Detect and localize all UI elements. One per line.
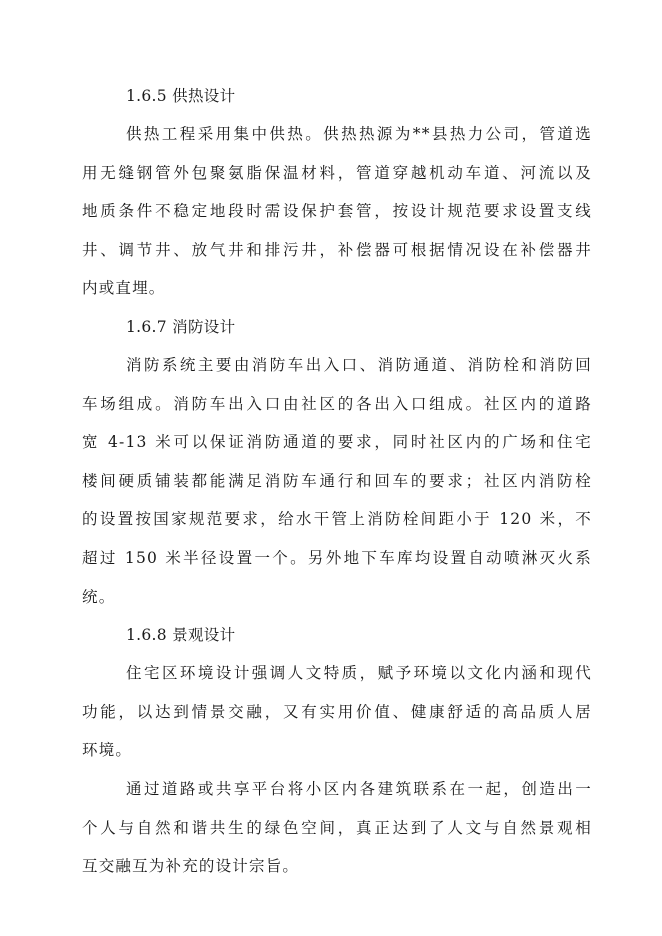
section-heading-fire-protection: 1.6.7 消防设计 xyxy=(126,317,236,336)
text-line: 内或直埋。 xyxy=(82,279,166,298)
text-line: 统。 xyxy=(82,587,116,606)
text-line: 通过道路或共享平台将小区内各建筑联系在一起，创造出一 xyxy=(126,779,592,798)
text-line: 住宅区环境设计强调人文特质，赋予环境以文化内涵和现代 xyxy=(126,664,592,683)
paragraph-heating xyxy=(82,115,592,308)
paragraph-fire-protection xyxy=(82,346,592,616)
text-line: 井、调节井、放气井和排污井，补偿器可根据情况设在补偿器井 xyxy=(82,240,592,259)
text-line: 的设置按国家规范要求，给水干管上消防栓间距小于 120 米，不 xyxy=(82,510,592,529)
text-line: 车场组成。消防车出入口由社区的各出入口组成。社区内的道路 xyxy=(82,394,592,413)
text-line: 个人与自然和谐共生的绿色空间，真正达到了人文与自然景观相 xyxy=(82,818,592,837)
document-body xyxy=(82,77,592,886)
text-line: 消防系统主要由消防车出入口、消防通道、消防栓和消防回 xyxy=(126,355,592,374)
text-line: 互交融互为补充的设计宗旨。 xyxy=(82,857,300,876)
text-line: 环境。 xyxy=(82,741,133,760)
paragraph-landscape-1 xyxy=(82,654,592,770)
section-heading-landscape: 1.6.8 景观设计 xyxy=(126,626,236,645)
text-line: 楼间硬质铺装都能满足消防车通行和回车的要求；社区内消防栓 xyxy=(82,471,592,490)
text-line: 功能，以达到情景交融，又有实用价值、健康舒适的高品质人居 xyxy=(82,702,592,721)
paragraph-landscape-2 xyxy=(82,770,592,886)
section-heading-heating: 1.6.5 供热设计 xyxy=(126,87,236,105)
text-line: 供热工程采用集中供热。供热热源为**县热力公司，管道选 xyxy=(126,125,592,143)
text-line: 超过 150 米半径设置一个。另外地下车库均设置自动喷淋灭火系 xyxy=(82,548,592,567)
text-line: 用无缝钢管外包聚氨脂保温材料，管道穿越机动车道、河流以及 xyxy=(82,163,592,182)
text-line: 地质条件不稳定地段时需设保护套管，按设计规范要求设置支线 xyxy=(82,202,592,221)
text-line: 宽 4-13 米可以保证消防通道的要求，同时社区内的广场和住宅 xyxy=(82,433,592,452)
